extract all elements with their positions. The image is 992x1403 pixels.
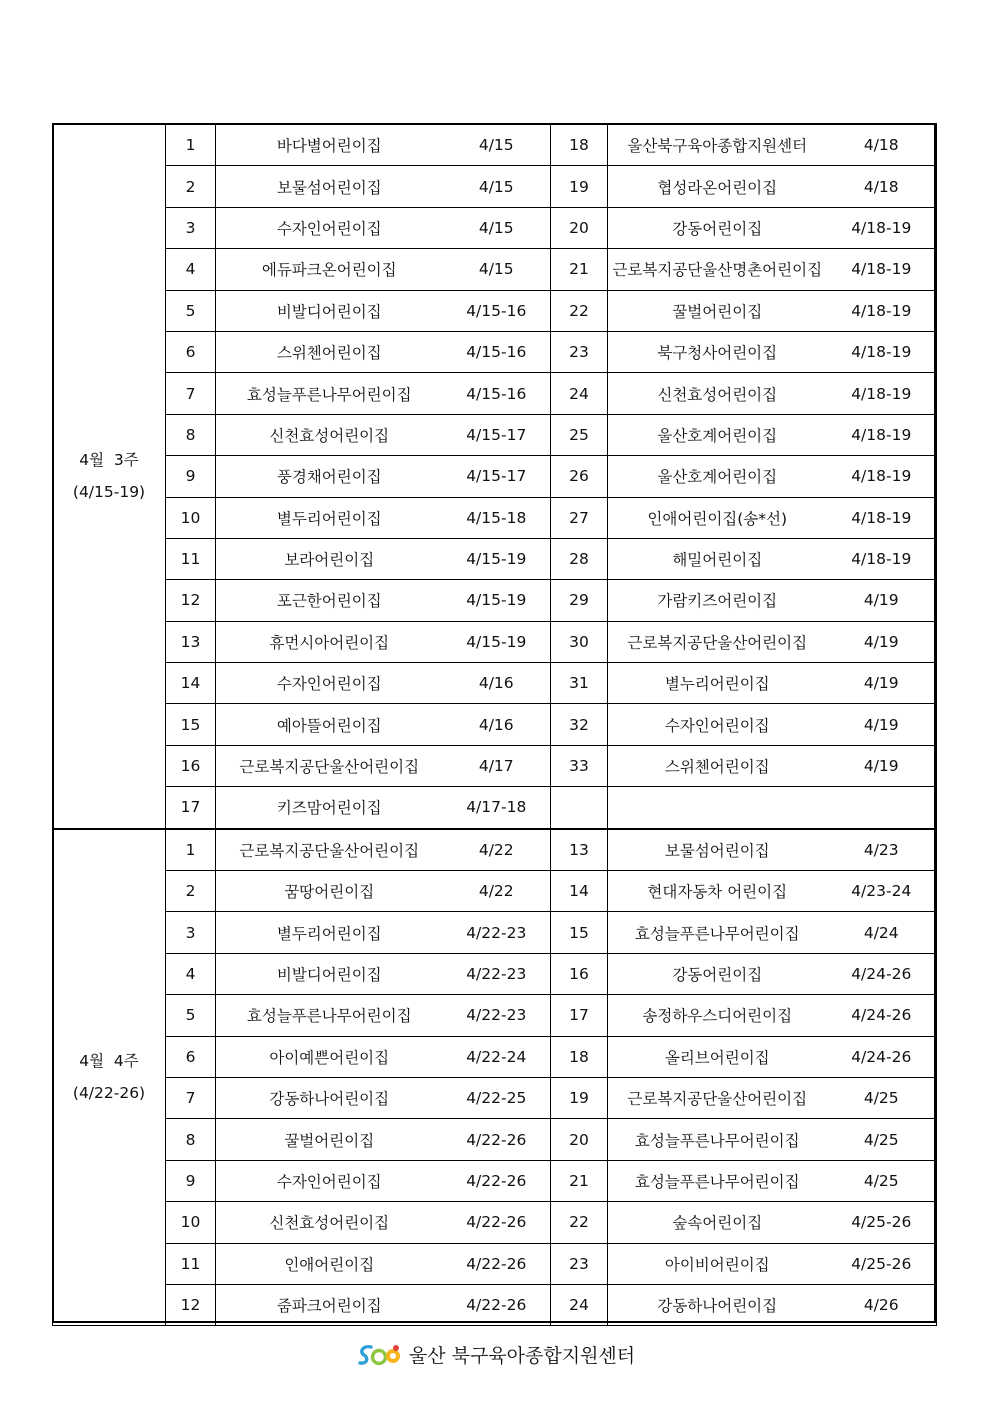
footer — [0, 1341, 992, 1368]
visit-date: 4/22-26 — [443, 1284, 551, 1325]
visit-date: 4/15-16 — [443, 373, 551, 414]
entry-number: 26 — [551, 456, 608, 497]
table-row — [53, 704, 937, 745]
center-name: 현대자동차 어린이집 — [608, 871, 827, 912]
table-row — [53, 249, 937, 290]
visit-date: 4/15-16 — [443, 331, 551, 372]
visit-date: 4/15-16 — [443, 290, 551, 331]
visit-date: 4/18-19 — [827, 538, 937, 579]
table-row — [53, 497, 937, 538]
entry-number: 21 — [551, 1160, 608, 1201]
center-name: 보물섬어린이집 — [216, 166, 443, 207]
center-name: 효성늘푸른나무어린이집 — [608, 1119, 827, 1160]
entry-number: 27 — [551, 497, 608, 538]
center-name: 북구청사어린이집 — [608, 331, 827, 372]
entry-number: 4 — [166, 953, 216, 994]
entry-number: 3 — [166, 207, 216, 248]
visit-date: 4/18-19 — [827, 331, 937, 372]
table-row — [53, 580, 937, 621]
entry-number: 22 — [551, 290, 608, 331]
visit-date: 4/16 — [443, 663, 551, 704]
entry-number: 14 — [166, 663, 216, 704]
table-row — [53, 663, 937, 704]
week-range: (4/15-19) — [72, 483, 146, 502]
visit-date: 4/24 — [827, 912, 937, 953]
visit-date: 4/16 — [443, 704, 551, 745]
entry-number: 32 — [551, 704, 608, 745]
table-row — [53, 456, 937, 497]
visit-date: 4/22-23 — [443, 953, 551, 994]
center-name: 별두리어린이집 — [216, 497, 443, 538]
center-name: 별누리어린이집 — [608, 663, 827, 704]
entry-number: 29 — [551, 580, 608, 621]
visit-date: 4/19 — [827, 745, 937, 786]
center-name: 효성늘푸른나무어린이집 — [608, 912, 827, 953]
center-name: 바다별어린이집 — [216, 124, 443, 166]
entry-number: 10 — [166, 497, 216, 538]
entry-number: 8 — [166, 414, 216, 455]
visit-date: 4/25 — [827, 1160, 937, 1201]
center-name: 효성늘푸른나무어린이집 — [608, 1160, 827, 1201]
entry-number — [551, 787, 608, 829]
visit-date: 4/18-19 — [827, 207, 937, 248]
visit-date: 4/22-23 — [443, 912, 551, 953]
center-name: 비발디어린이집 — [216, 953, 443, 994]
center-name: 협성라온어린이집 — [608, 166, 827, 207]
entry-number: 5 — [166, 995, 216, 1036]
entry-number: 2 — [166, 166, 216, 207]
center-name: 숲속어린이집 — [608, 1202, 827, 1243]
schedule-body — [53, 124, 937, 1326]
center-name: 보물섬어린이집 — [608, 829, 827, 871]
visit-date: 4/26 — [827, 1284, 937, 1325]
center-name: 근로복지공단울산명촌어린이집 — [608, 249, 827, 290]
center-name: 송정하우스디어린이집 — [608, 995, 827, 1036]
entry-number: 7 — [166, 1077, 216, 1118]
schedule-table — [52, 123, 937, 1326]
entry-number: 1 — [166, 124, 216, 166]
entry-number: 28 — [551, 538, 608, 579]
week-title: 4월 3주 — [79, 451, 139, 470]
entry-number: 23 — [551, 331, 608, 372]
table-row — [53, 331, 937, 372]
week-label — [53, 829, 166, 1326]
entry-number: 16 — [551, 953, 608, 994]
entry-number: 17 — [166, 787, 216, 829]
table-row — [53, 166, 937, 207]
table-row — [53, 538, 937, 579]
table-row — [53, 787, 937, 829]
table-row — [53, 1243, 937, 1284]
center-name: 키즈맘어린이집 — [216, 787, 443, 829]
visit-date: 4/19 — [827, 580, 937, 621]
center-name: 근로복지공단울산어린이집 — [216, 745, 443, 786]
entry-number: 25 — [551, 414, 608, 455]
visit-date: 4/18-19 — [827, 456, 937, 497]
visit-date: 4/18-19 — [827, 373, 937, 414]
center-name: 꿀벌어린이집 — [216, 1119, 443, 1160]
center-name: 수자인어린이집 — [216, 663, 443, 704]
center-name: 효성늘푸른나무어린이집 — [216, 373, 443, 414]
visit-date: 4/15-17 — [443, 414, 551, 455]
center-name: 강동하나어린이집 — [608, 1284, 827, 1325]
center-name: 신천효성어린이집 — [216, 414, 443, 455]
center-name: 휴먼시아어린이집 — [216, 621, 443, 662]
entry-number: 20 — [551, 1119, 608, 1160]
visit-date: 4/25-26 — [827, 1243, 937, 1284]
center-name: 스위첸어린이집 — [216, 331, 443, 372]
visit-date: 4/22-26 — [443, 1243, 551, 1284]
entry-number: 10 — [166, 1202, 216, 1243]
center-name: 아이비어린이집 — [608, 1243, 827, 1284]
visit-date — [827, 787, 937, 829]
visit-date: 4/25-26 — [827, 1202, 937, 1243]
center-name: 풍경채어린이집 — [216, 456, 443, 497]
center-name: 근로복지공단울산어린이집 — [216, 829, 443, 871]
center-name: 효성늘푸른나무어린이집 — [216, 995, 443, 1036]
entry-number: 9 — [166, 1160, 216, 1201]
table-row — [53, 912, 937, 953]
center-name: 울산북구육아종합지원센터 — [608, 124, 827, 166]
visit-date: 4/18-19 — [827, 414, 937, 455]
visit-date: 4/19 — [827, 621, 937, 662]
center-name: 수자인어린이집 — [216, 207, 443, 248]
entry-number: 14 — [551, 871, 608, 912]
entry-number: 33 — [551, 745, 608, 786]
visit-date: 4/15 — [443, 207, 551, 248]
visit-date: 4/18 — [827, 124, 937, 166]
visit-date: 4/15-19 — [443, 580, 551, 621]
entry-number: 20 — [551, 207, 608, 248]
center-name: 수자인어린이집 — [608, 704, 827, 745]
center-name: 비발디어린이집 — [216, 290, 443, 331]
week-range: (4/22-26) — [72, 1084, 146, 1103]
childcare-center-logo-icon — [357, 1342, 403, 1368]
center-name: 포근한어린이집 — [216, 580, 443, 621]
visit-date: 4/15 — [443, 249, 551, 290]
table-row — [53, 871, 937, 912]
visit-date: 4/18 — [827, 166, 937, 207]
entry-number: 6 — [166, 1036, 216, 1077]
center-name: 보라어린이집 — [216, 538, 443, 579]
visit-date: 4/25 — [827, 1119, 937, 1160]
table-row — [53, 995, 937, 1036]
center-name: 인애어린이집(송*선) — [608, 497, 827, 538]
entry-number: 31 — [551, 663, 608, 704]
entry-number: 17 — [551, 995, 608, 1036]
entry-number: 4 — [166, 249, 216, 290]
table-row — [53, 207, 937, 248]
center-name: 울산호계어린이집 — [608, 456, 827, 497]
center-name: 스위첸어린이집 — [608, 745, 827, 786]
visit-date: 4/25 — [827, 1077, 937, 1118]
visit-date: 4/18-19 — [827, 290, 937, 331]
center-name: 해밀어린이집 — [608, 538, 827, 579]
entry-number: 12 — [166, 580, 216, 621]
entry-number: 5 — [166, 290, 216, 331]
table-row — [53, 1036, 937, 1077]
entry-number: 15 — [551, 912, 608, 953]
center-name: 올리브어린이집 — [608, 1036, 827, 1077]
entry-number: 22 — [551, 1202, 608, 1243]
visit-date: 4/17 — [443, 745, 551, 786]
table-row — [53, 124, 937, 166]
center-name: 강동하나어린이집 — [216, 1077, 443, 1118]
entry-number: 3 — [166, 912, 216, 953]
visit-date: 4/15 — [443, 124, 551, 166]
center-name: 꿈땅어린이집 — [216, 871, 443, 912]
table-row — [53, 829, 937, 871]
visit-date: 4/15-19 — [443, 621, 551, 662]
center-name: 강동어린이집 — [608, 207, 827, 248]
visit-date: 4/15-19 — [443, 538, 551, 579]
table-row — [53, 621, 937, 662]
entry-number: 11 — [166, 1243, 216, 1284]
table-row — [53, 373, 937, 414]
center-name: 수자인어린이집 — [216, 1160, 443, 1201]
entry-number: 19 — [551, 1077, 608, 1118]
entry-number: 19 — [551, 166, 608, 207]
visit-date: 4/24-26 — [827, 995, 937, 1036]
entry-number: 7 — [166, 373, 216, 414]
entry-number: 18 — [551, 124, 608, 166]
visit-date: 4/18-19 — [827, 249, 937, 290]
visit-date: 4/22 — [443, 871, 551, 912]
entry-number: 24 — [551, 373, 608, 414]
table-row — [53, 745, 937, 786]
week-title: 4월 4주 — [79, 1052, 139, 1071]
center-name: 신천효성어린이집 — [216, 1202, 443, 1243]
visit-date: 4/23-24 — [827, 871, 937, 912]
visit-date: 4/19 — [827, 704, 937, 745]
center-name: 가람키즈어린이집 — [608, 580, 827, 621]
table-row — [53, 1119, 937, 1160]
table-row — [53, 1160, 937, 1201]
center-name: 근로복지공단울산어린이집 — [608, 621, 827, 662]
visit-date: 4/24-26 — [827, 953, 937, 994]
entry-number: 15 — [166, 704, 216, 745]
entry-number: 21 — [551, 249, 608, 290]
visit-date: 4/22-24 — [443, 1036, 551, 1077]
table-row — [53, 414, 937, 455]
center-name: 울산호계어린이집 — [608, 414, 827, 455]
center-name — [608, 787, 827, 829]
center-name: 강동어린이집 — [608, 953, 827, 994]
visit-date: 4/15 — [443, 166, 551, 207]
entry-number: 18 — [551, 1036, 608, 1077]
entry-number: 2 — [166, 871, 216, 912]
entry-number: 13 — [166, 621, 216, 662]
visit-date: 4/22-26 — [443, 1160, 551, 1201]
center-name: 인애어린이집 — [216, 1243, 443, 1284]
week-label — [53, 124, 166, 829]
table-row — [53, 290, 937, 331]
entry-number: 23 — [551, 1243, 608, 1284]
visit-date: 4/22 — [443, 829, 551, 871]
entry-number: 6 — [166, 331, 216, 372]
entry-number: 30 — [551, 621, 608, 662]
org-name: 울산 북구육아종합지원센터 — [408, 1345, 636, 1367]
entry-number: 24 — [551, 1284, 608, 1325]
visit-date: 4/17-18 — [443, 787, 551, 829]
table-row — [53, 1202, 937, 1243]
visit-date: 4/18-19 — [827, 497, 937, 538]
center-name: 아이예쁜어린이집 — [216, 1036, 443, 1077]
entry-number: 8 — [166, 1119, 216, 1160]
entry-number: 11 — [166, 538, 216, 579]
table-row — [53, 1284, 937, 1325]
table-row — [53, 953, 937, 994]
table-row — [53, 1077, 937, 1118]
visit-date: 4/15-17 — [443, 456, 551, 497]
center-name: 별두리어린이집 — [216, 912, 443, 953]
visit-date: 4/15-18 — [443, 497, 551, 538]
entry-number: 9 — [166, 456, 216, 497]
center-name: 꿀벌어린이집 — [608, 290, 827, 331]
visit-date: 4/19 — [827, 663, 937, 704]
visit-date: 4/23 — [827, 829, 937, 871]
entry-number: 12 — [166, 1284, 216, 1325]
entry-number: 1 — [166, 829, 216, 871]
center-name: 신천효성어린이집 — [608, 373, 827, 414]
center-name: 근로복지공단울산어린이집 — [608, 1077, 827, 1118]
center-name: 예아뜰어린이집 — [216, 704, 443, 745]
center-name: 에듀파크온어린이집 — [216, 249, 443, 290]
visit-date: 4/22-23 — [443, 995, 551, 1036]
visit-date: 4/24-26 — [827, 1036, 937, 1077]
center-name: 줌파크어린이집 — [216, 1284, 443, 1325]
visit-date: 4/22-26 — [443, 1202, 551, 1243]
entry-number: 16 — [166, 745, 216, 786]
visit-date: 4/22-26 — [443, 1119, 551, 1160]
entry-number: 13 — [551, 829, 608, 871]
visit-date: 4/22-25 — [443, 1077, 551, 1118]
